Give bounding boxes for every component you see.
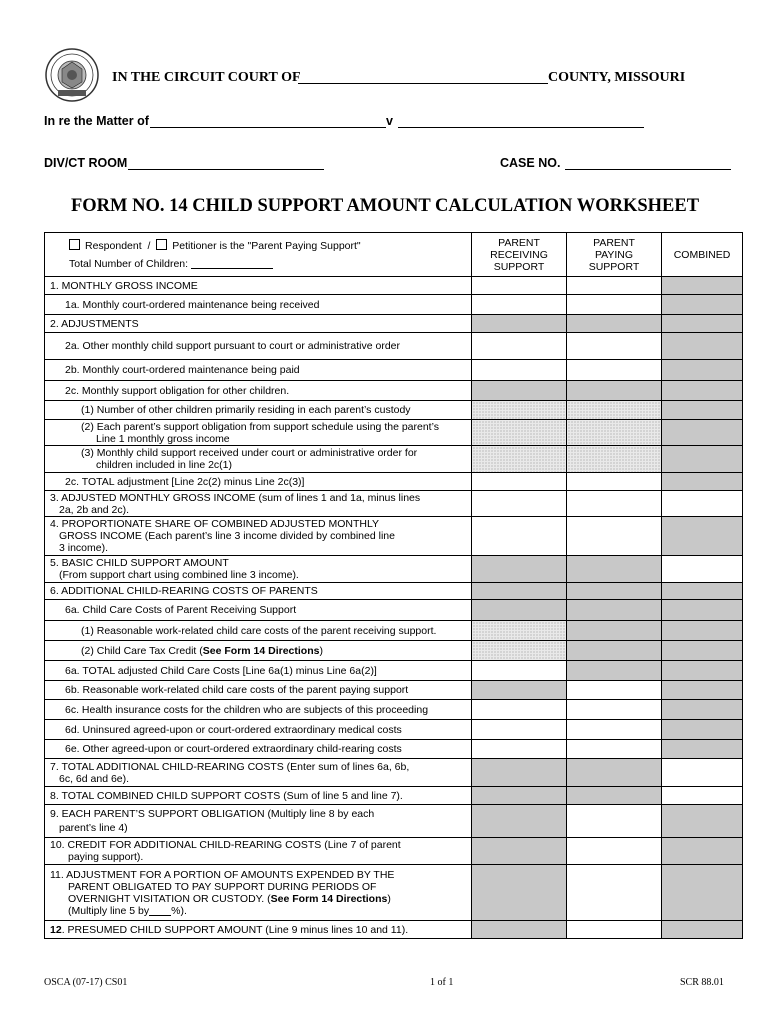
cell-combined-shaded: [662, 681, 743, 700]
cell-receiving-shaded: [472, 583, 567, 600]
row-label-line3-pre: OVERNIGHT VISITATION OR CUSTODY. (: [68, 892, 271, 905]
cell-combined[interactable]: [662, 556, 743, 583]
children-count-label: Total Number of Children:: [69, 258, 189, 270]
row-label: [45, 517, 472, 556]
footer-form-id: OSCA (07-17) CS01: [44, 977, 128, 988]
cell-paying[interactable]: [567, 838, 662, 865]
row-label: 2c. Monthly support obligation for other children.: [45, 381, 472, 401]
cell-receiving-shaded: [472, 556, 567, 583]
row-label: [45, 759, 472, 787]
row-label: 6e. Other agreed-upon or court-ordered extraordinary child-rearing costs: [45, 740, 472, 759]
cell-receiving[interactable]: [472, 517, 567, 556]
row-2c: [45, 381, 743, 401]
cell-paying-dotted[interactable]: [567, 401, 662, 420]
cell-receiving-shaded: [472, 600, 567, 621]
cell-receiving-shaded: [472, 315, 567, 333]
cell-combined-shaded: [662, 333, 743, 360]
row-label: [45, 556, 472, 583]
cell-combined-shaded: [662, 295, 743, 315]
row-label-line1: 4. PROPORTIONATE SHARE OF COMBINED ADJUSTED MONTHLY: [50, 518, 380, 530]
row-label: [45, 641, 472, 661]
row-6: [45, 583, 743, 600]
row-label: 6a. Child Care Costs of Parent Receiving Support: [45, 600, 472, 621]
respondent-checkbox[interactable]: [69, 239, 80, 250]
cell-paying[interactable]: [567, 333, 662, 360]
cell-receiving[interactable]: [472, 491, 567, 517]
cell-receiving-dotted[interactable]: [472, 401, 567, 420]
col-receiving-line2: RECEIVING: [490, 248, 548, 261]
row-label-post: ): [319, 644, 323, 657]
form14-directions-ref: See Form 14 Directions: [202, 644, 320, 657]
cell-combined[interactable]: [662, 787, 743, 805]
row-label-line2: Line 1 monthly gross income: [96, 432, 230, 445]
cell-receiving-dotted[interactable]: [472, 446, 567, 473]
cell-combined-shaded: [662, 315, 743, 333]
cell-paying[interactable]: [567, 491, 662, 517]
row-label-line2: PARENT OBLIGATED TO PAY SUPPORT DURING PERIODS OF: [68, 880, 377, 893]
cell-receiving-dotted[interactable]: [472, 621, 567, 641]
row-label-line3-post: ): [387, 892, 391, 905]
row-label: [45, 838, 472, 865]
row-label: 1. MONTHLY GROSS INCOME: [45, 277, 472, 295]
cell-paying-dotted[interactable]: [567, 446, 662, 473]
row-label-line2: children included in line 2c(1): [96, 459, 232, 471]
row-2c-total: [45, 473, 743, 491]
cell-paying[interactable]: [567, 681, 662, 700]
matter-label: In re the Matter of: [44, 114, 149, 128]
divct-label: DIV/CT ROOM: [44, 156, 128, 170]
row-6e: [45, 740, 743, 759]
worksheet-table: [44, 232, 743, 939]
row-label-line1: 11. ADJUSTMENT FOR A PORTION OF AMOUNTS EXPENDED BY THE: [50, 868, 395, 881]
overnight-percent-field[interactable]: [149, 905, 171, 916]
cell-combined-shaded: [662, 720, 743, 740]
cell-paying-shaded: [567, 600, 662, 621]
row-label: [45, 921, 472, 939]
cell-paying[interactable]: [567, 517, 662, 556]
row-2a: [45, 333, 743, 360]
cell-combined-shaded: [662, 641, 743, 661]
matter-party-1-field[interactable]: [150, 127, 386, 128]
row-label-line4-post: %).: [171, 904, 187, 917]
form14-directions-ref: See Form 14 Directions: [270, 892, 388, 905]
cell-combined-shaded: [662, 583, 743, 600]
matter-party-2-field[interactable]: [398, 127, 644, 128]
cell-paying[interactable]: [567, 473, 662, 491]
divct-room-field[interactable]: [128, 169, 324, 170]
row-2c2: [45, 420, 743, 446]
row-label: [45, 446, 472, 473]
row-label: 2c. TOTAL adjustment [Line 2c(2) minus Line 2c(3)]: [45, 473, 472, 491]
form-title: FORM NO. 14 CHILD SUPPORT AMOUNT CALCULATION WORKSHEET: [70, 196, 700, 216]
row-11: [45, 865, 743, 921]
cell-combined-shaded: [662, 360, 743, 381]
row-label-pre: (2) Child Care Tax Credit (: [81, 644, 203, 657]
cell-receiving[interactable]: [472, 295, 567, 315]
cell-combined-shaded: [662, 473, 743, 491]
row-label-line1: (2) Each parent’s support obligation from support schedule using the parent’s: [81, 420, 439, 433]
row-label: [45, 805, 472, 838]
row-label-line2: GROSS INCOME (Each parent’s line 3 income divided by combined line: [59, 530, 395, 542]
col-receiving-line3: SUPPORT: [493, 260, 545, 273]
cell-paying[interactable]: [567, 360, 662, 381]
col-paying-line1: PARENT: [593, 236, 635, 249]
row-1: [45, 277, 743, 295]
cell-paying[interactable]: [567, 295, 662, 315]
cell-paying[interactable]: [567, 720, 662, 740]
row-label: 2. ADJUSTMENTS: [45, 315, 472, 333]
cell-combined[interactable]: [662, 491, 743, 517]
row-2c3: [45, 446, 743, 473]
row-4: [45, 517, 743, 556]
row-label-line2: parent’s line 4): [59, 822, 128, 834]
petitioner-checkbox[interactable]: [156, 239, 167, 250]
row-6d: [45, 720, 743, 740]
court-prefix: IN THE CIRCUIT COURT OF: [112, 70, 301, 85]
cell-receiving-dotted[interactable]: [472, 420, 567, 446]
cell-combined-shaded: [662, 865, 743, 921]
footer-page-number: 1 of 1: [430, 977, 454, 988]
cell-combined-shaded: [662, 277, 743, 295]
cell-combined-shaded: [662, 381, 743, 401]
cell-paying-shaded: [567, 641, 662, 661]
cell-paying-shaded: [567, 759, 662, 787]
cell-receiving[interactable]: [472, 720, 567, 740]
cell-receiving-shaded: [472, 805, 567, 838]
cell-paying[interactable]: [567, 865, 662, 921]
row-6b: [45, 681, 743, 700]
cell-combined-shaded: [662, 420, 743, 446]
county-name-field[interactable]: [298, 83, 548, 84]
case-number-field[interactable]: [565, 169, 731, 170]
row-label: 6. ADDITIONAL CHILD-REARING COSTS OF PARENTS: [45, 583, 472, 600]
cell-receiving-shaded: [472, 381, 567, 401]
cell-receiving[interactable]: [472, 360, 567, 381]
slash-separator: /: [147, 240, 151, 252]
paying-parent-selector: [45, 233, 472, 277]
cell-receiving[interactable]: [472, 277, 567, 295]
court-suffix: COUNTY, MISSOURI: [548, 70, 686, 85]
cell-combined[interactable]: [662, 759, 743, 787]
row-6a2: [45, 641, 743, 661]
cell-receiving-shaded: [472, 838, 567, 865]
cell-combined-shaded: [662, 446, 743, 473]
cell-paying-shaded: [567, 621, 662, 641]
cell-combined-shaded: [662, 517, 743, 556]
row-label-line1: 5. BASIC CHILD SUPPORT AMOUNT: [50, 557, 229, 569]
footer-rule-ref: SCR 88.01: [680, 977, 724, 988]
row-label-line1: 3. ADJUSTED MONTHLY GROSS INCOME (sum of lines 1 and 1a, minus lines: [50, 491, 421, 504]
row-label-line1: 10. CREDIT FOR ADDITIONAL CHILD-REARING COSTS (Line 7 of parent: [50, 839, 401, 851]
row-12-text: . PRESUMED CHILD SUPPORT AMOUNT (Line 9 minus lines 10 and 11).: [61, 923, 409, 936]
cell-receiving-shaded: [472, 787, 567, 805]
col-header-paying: [567, 233, 662, 277]
cell-paying[interactable]: [567, 805, 662, 838]
row-12: [45, 921, 743, 939]
row-label: 6a. TOTAL adjusted Child Care Costs [Line 6a(1) minus Line 6a(2)]: [45, 661, 472, 681]
children-count-field[interactable]: [191, 258, 273, 269]
cell-paying-shaded: [567, 787, 662, 805]
cell-receiving-shaded: [472, 921, 567, 939]
cell-combined-shaded: [662, 921, 743, 939]
row-label: 6b. Reasonable work-related child care costs of the parent paying support: [45, 681, 472, 700]
row-label: 2a. Other monthly child support pursuant to court or administrative order: [45, 333, 472, 360]
cell-paying-shaded: [567, 556, 662, 583]
row-3: [45, 491, 743, 517]
cell-receiving-shaded: [472, 681, 567, 700]
cell-paying[interactable]: [567, 921, 662, 939]
cell-paying-shaded: [567, 661, 662, 681]
row-label: (1) Reasonable work-related child care costs of the parent receiving support.: [45, 621, 472, 641]
cell-combined-shaded: [662, 621, 743, 641]
row-label-line1: 7. TOTAL ADDITIONAL CHILD-REARING COSTS (Enter sum of lines 6a, 6b,: [50, 760, 410, 773]
cell-receiving-dotted[interactable]: [472, 641, 567, 661]
cell-receiving-shaded: [472, 759, 567, 787]
cell-combined-shaded: [662, 740, 743, 759]
cell-combined-shaded: [662, 805, 743, 838]
cell-paying[interactable]: [567, 277, 662, 295]
col-receiving-line1: PARENT: [498, 236, 540, 249]
cell-combined-shaded: [662, 838, 743, 865]
row-6c: [45, 700, 743, 720]
cell-paying-shaded: [567, 381, 662, 401]
row-label-line2: (From support chart using combined line 3 income).: [59, 569, 299, 581]
cell-receiving[interactable]: [472, 700, 567, 720]
row-label: [45, 420, 472, 446]
worksheet-header-row: [45, 233, 743, 277]
cell-receiving[interactable]: [472, 473, 567, 491]
row-label: 6d. Uninsured agreed-upon or court-ordered extraordinary medical costs: [45, 720, 472, 740]
missouri-court-seal-icon: [44, 44, 100, 106]
cell-combined-shaded: [662, 600, 743, 621]
col-paying-line3: SUPPORT: [588, 260, 640, 273]
row-label-line3: 3 income).: [59, 542, 109, 554]
row-label-line1: (3) Monthly child support received under court or administrative order for: [81, 447, 418, 459]
row-7: [45, 759, 743, 787]
row-label: (1) Number of other children primarily residing in each parent’s custody: [45, 401, 472, 420]
cell-paying[interactable]: [567, 740, 662, 759]
row-8: [45, 787, 743, 805]
row-6a-total: [45, 661, 743, 681]
cell-combined-shaded: [662, 700, 743, 720]
cell-receiving[interactable]: [472, 661, 567, 681]
row-label: [45, 865, 472, 921]
cell-receiving[interactable]: [472, 333, 567, 360]
row-12-number: 12: [50, 923, 62, 936]
row-label-line4-pre: (Multiply line 5 by: [68, 904, 150, 917]
row-label: 2b. Monthly court-ordered maintenance being paid: [45, 360, 472, 381]
row-6a1: [45, 621, 743, 641]
row-label: 1a. Monthly court-ordered maintenance being received: [45, 295, 472, 315]
row-5: [45, 556, 743, 583]
row-label: 8. TOTAL COMBINED CHILD SUPPORT COSTS (Sum of line 5 and line 7).: [45, 787, 472, 805]
cell-paying[interactable]: [567, 700, 662, 720]
row-label-line2: 2a, 2b and 2c).: [59, 503, 130, 516]
row-6a: [45, 600, 743, 621]
row-label: 6c. Health insurance costs for the children who are subjects of this proceeding: [45, 700, 472, 720]
row-9: [45, 805, 743, 838]
cell-receiving-shaded: [472, 865, 567, 921]
row-1a: [45, 295, 743, 315]
row-10: [45, 838, 743, 865]
row-label-line1: 9. EACH PARENT’S SUPPORT OBLIGATION (Multiply line 8 by each: [50, 808, 375, 820]
cell-combined-shaded: [662, 661, 743, 681]
col-paying-line2: PAYING: [594, 248, 634, 261]
col-header-combined: COMBINED: [662, 233, 743, 277]
row-2b: [45, 360, 743, 381]
cell-paying-shaded: [567, 315, 662, 333]
row-2c1: [45, 401, 743, 420]
row-label: [45, 491, 472, 517]
cell-receiving[interactable]: [472, 740, 567, 759]
row-label-line2: 6c, 6d and 6e).: [59, 772, 130, 785]
petitioner-label: Petitioner is the "Parent Paying Support": [172, 240, 361, 252]
cell-paying-dotted[interactable]: [567, 420, 662, 446]
cell-combined-shaded: [662, 401, 743, 420]
versus-label: v: [386, 114, 393, 128]
col-header-receiving: [472, 233, 567, 277]
row-label-line2: paying support).: [68, 851, 144, 863]
case-number-label: CASE NO.: [500, 156, 561, 170]
row-2: [45, 315, 743, 333]
cell-paying-shaded: [567, 583, 662, 600]
respondent-label: Respondent: [85, 240, 142, 252]
